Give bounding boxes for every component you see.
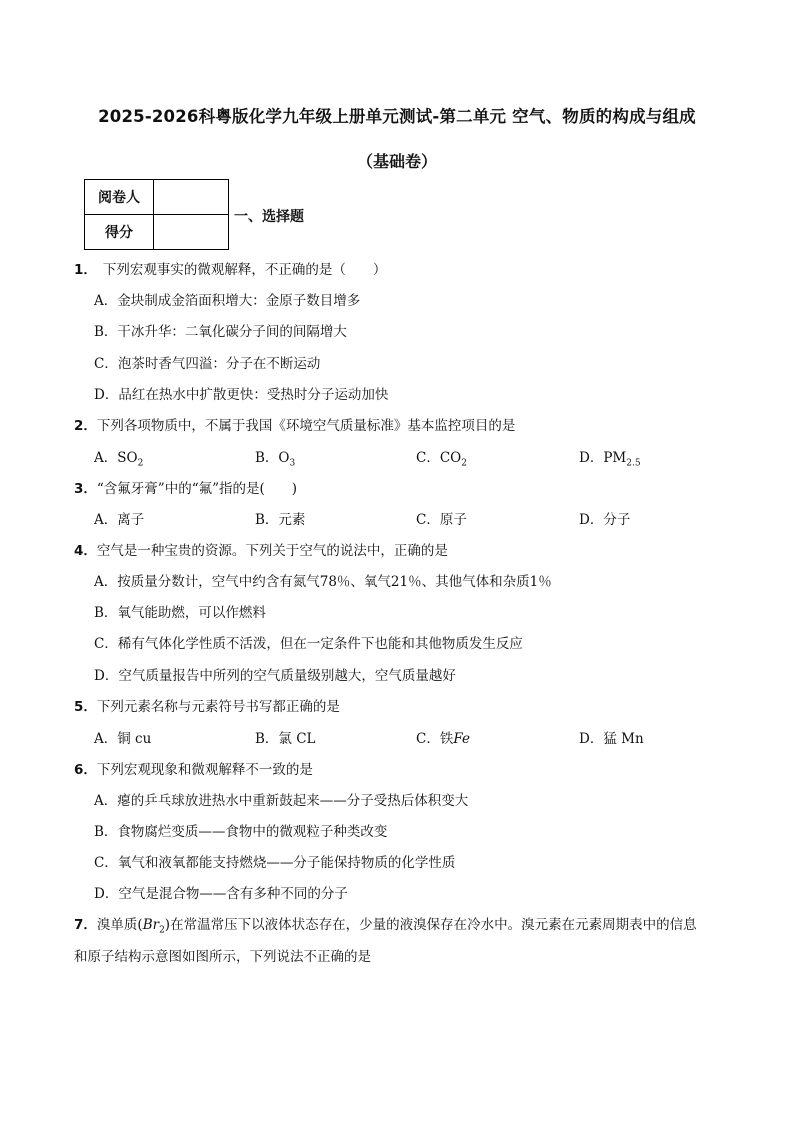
option-text: D．PM xyxy=(579,450,627,466)
question-number: 6． xyxy=(74,762,97,778)
question-number: 5． xyxy=(74,699,97,715)
score-table xyxy=(84,179,229,250)
option-5c xyxy=(416,727,470,747)
section-heading: 一、选择题 xyxy=(234,209,304,225)
question-number: 1． xyxy=(74,262,97,278)
option-text: B．氯 xyxy=(255,731,297,747)
page-subtitle: （基础卷） xyxy=(356,152,437,171)
question-stem: 溴单质( xyxy=(96,917,143,933)
option-1b: B．干冰升华：二氧化碳分子间的间隔增大 xyxy=(94,324,347,340)
option-2a xyxy=(94,446,143,469)
option-3d: D．分子 xyxy=(579,512,631,528)
question-number: 7． xyxy=(74,917,97,933)
option-text: C．CO xyxy=(416,450,462,466)
option-subscript: 2.5 xyxy=(626,458,641,469)
option-2c xyxy=(416,446,467,469)
question-number: 3． xyxy=(74,481,97,497)
option-4a: A．按质量分数计，空气中约含有氮气78％、氧气21％、其他气体和杂质1％ xyxy=(94,574,552,590)
option-6a: A．瘪的乒乓球放进热水中重新鼓起来——分子受热后体积变大 xyxy=(94,793,469,809)
question-number: 4． xyxy=(74,543,97,559)
question-1 xyxy=(74,258,386,278)
option-text: A．铜 xyxy=(94,731,136,747)
grader-cell xyxy=(154,180,229,215)
option-2b xyxy=(255,446,295,469)
option-4c: C．稀有气体化学性质不活泼，但在一定条件下也能和其他物质发生反应 xyxy=(94,636,523,652)
formula: Br xyxy=(142,917,160,933)
option-text: D．猛 xyxy=(579,731,622,747)
question-stem: 下列各项物质中，不属于我国《环境空气质量标准》基本监控项目的是 xyxy=(96,418,516,434)
question-stem: 下列宏观事实的微观解释，不正确的是（ ） xyxy=(102,262,387,278)
option-subscript: 2 xyxy=(461,458,467,469)
option-subscript: 3 xyxy=(289,458,296,469)
option-4d: D．空气质量报告中所列的空气质量级别越大，空气质量越好 xyxy=(94,668,456,684)
option-3b: B．元素 xyxy=(255,512,306,528)
option-6c: C．氧气和液氧都能支持燃烧——分子能保持物质的化学性质 xyxy=(94,855,456,871)
question-3 xyxy=(74,477,297,497)
option-5b xyxy=(255,727,316,747)
score-label: 得分 xyxy=(85,215,154,250)
option-text: C．铁 xyxy=(416,731,454,747)
element-symbol: cu xyxy=(135,731,152,747)
option-text: B．O xyxy=(255,450,290,466)
option-6b: B．食物腐烂变质——食物中的微观粒子种类改变 xyxy=(94,824,388,840)
option-6d: D．空气是混合物——含有多种不同的分子 xyxy=(94,886,348,902)
page-title: 2025-2026科粤版化学九年级上册单元测试-第二单元 空气、物质的构成与组成 xyxy=(98,107,696,126)
option-subscript: 2 xyxy=(137,458,144,469)
question-7 xyxy=(74,913,697,936)
score-cell xyxy=(154,215,229,250)
formula-subscript: 2 xyxy=(159,925,165,936)
question-2 xyxy=(74,414,515,434)
option-3c: C．原子 xyxy=(416,512,467,528)
option-5a xyxy=(94,727,151,747)
question-4 xyxy=(74,539,448,559)
option-5d xyxy=(579,727,644,747)
question-7-line2: 和原子结构示意图如图所示，下列说法不正确的是 xyxy=(74,949,371,965)
option-1c: C．泡茶时香气四溢：分子在不断运动 xyxy=(94,356,321,372)
question-stem: )在常温常压下以液体状态存在，少量的液溴保存在冷水中。溴元素在元素周期表中的信息 xyxy=(164,917,697,933)
question-stem: “含氟牙膏”中的“氟”指的是( ) xyxy=(96,481,298,497)
option-1d: D．品红在热水中扩散更快：受热时分子运动加快 xyxy=(94,387,389,403)
question-5 xyxy=(74,695,340,715)
element-symbol: Mn xyxy=(621,731,644,747)
option-3a: A．离子 xyxy=(94,512,145,528)
element-symbol: CL xyxy=(296,731,316,747)
question-number: 2． xyxy=(74,418,97,434)
option-1a: A．金块制成金箔面积增大：金原子数目增多 xyxy=(94,293,361,309)
question-stem: 下列宏观现象和微观解释不一致的是 xyxy=(96,762,313,778)
grader-label: 阅卷人 xyxy=(85,180,154,215)
option-text: A．SO xyxy=(94,450,138,466)
question-stem: 下列元素名称与元素符号书写都正确的是 xyxy=(96,699,340,715)
question-stem: 空气是一种宝贵的资源。下列关于空气的说法中，正确的是 xyxy=(96,543,448,559)
element-symbol: Fe xyxy=(453,731,470,747)
option-4b: B．氧气能助燃，可以作燃料 xyxy=(94,605,266,621)
option-2d xyxy=(579,446,641,469)
question-6 xyxy=(74,758,313,778)
